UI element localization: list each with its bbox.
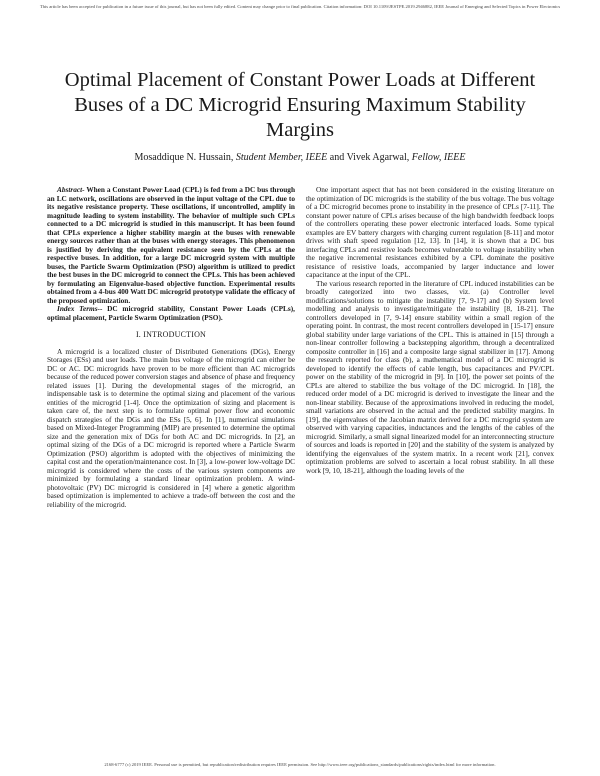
author-joiner: and [329,152,345,163]
abstract [47,186,295,305]
index-terms-text: DC microgrid stability, Constant Power Loads (CPLs), optimal placement, Particle Swarm Optimization (PSO). [47,304,296,322]
author-1-name: Mosaddique N. Hussain, [134,152,234,163]
index-terms-lead: Index Terms-- [57,304,103,313]
author-line [40,152,560,163]
index-terms [47,305,295,322]
copyright-footer: 2168-6777 (c) 2019 IEEE. Personal use is permitted, but republication/redistribution requires IEEE permission. See http://www.ieee.org/publications_standards/publications/rights/index.html for more information. [104,762,496,767]
paper-title: Optimal Placement of Constant Power Loads at Different Buses of a DC Microgrid Ensuring Maximum Stability Margins [64,69,536,141]
abstract-text: When a Constant Power Load (CPL) is fed from a DC bus through an LC network, oscillations are observed in the input voltage of the CPL due to its negative resistance property. These oscillations, if uncontrolled, amplify in magnitude leading to system instability. The behavior of multiple such CPLs connected to a DC microgrid is studied in this manuscript. It has been found that CPLs experience a higher stability margin at the buses with renewable energy sources rather than at the buses with energy storages. This phenomenon is justified by deriving the equivalent resistance seen by the CPLs at the respective buses. In addition, for a large DC microgrid system with multiple buses, the Particle Swarm Optimization (PSO) algorithm is utilized to predict the best buses in the DC microgrid to connect the CPLs. This has been achieved by formulating an Eigenvalue-based objective function. Experimental results obtained from a 4-bus 400 Watt DC microgrid prototype validate the efficacy of the proposed optimization. [47,185,295,305]
author-2-role: Fellow, IEEE [411,152,466,163]
abstract-lead: Abstract- [57,185,85,194]
intro-paragraph-2: One important aspect that has not been considered in the existing literature on the optimization of DC microgrids is the stability of the bus voltage. The bus voltage of a DC microgrid becomes prone to instability in the presence of CPLs [7-11]. The constant power nature of CPLs arises because of the high bandwidth feedback loops of the controllers operating these power electronic interfaced loads. Some typical examples are EV battery chargers with charging current regulation [8-11] and motor drives with shaft speed regulation [12, 13]. In [14], it is shown that a DC bus interfacing CPLs and resistive loads becomes vulnerable to voltage instability when the negative incremental resistances exhibited by a CPL dominate the positive resistance of resistive loads, accompanied by larger inductance and lower capacitance at the input of the CPL. [306,185,554,279]
author-2-name: Vivek Agarwal, [346,152,410,163]
intro-paragraph-1: A microgrid is a localized cluster of Distributed Generations (DGs), Energy Storages (ESs) and user loads. The main bus voltage of the microgrid can either be DC or AC. DC microgrids have proven to be more efficient than AC microgrids because of the reduced power conversion stages and absence of phase and frequency related issues [1]. During the developmental stages of the microgrid, an indispensable task is to determine the optimal sizing and placement of the various entities of the microgrid [1-4]. Once the optimization of sizing and placement is taken care of, the next step is to formulate optimal power flow and economic dispatch strategies of the DGs and the ESs [5, 6]. In [1], numerical simulations based on Mixed-Integer Programming (MIP) are presented to determine the optimal size and the generation mix of DGs for both AC and DC microgrids. In [2], an optimal sizing of the DGs of a DC microgrid is reported where a Particle Swarm Optimization (PSO) algorithm is adopted with the objectives of minimizing the capital cost and the operation/maintenance cost. In [3], a low-power low-voltage DC microgrid is considered where the costs of the various system components are minimized by formulating a standard linear optimization problem. A wind-photovoltaic (PV) DC microgrid is considered in [4] where a genetic algorithm based optimization is implemented to achieve a trade-off between the cost and the reliability of the microgrid. [47,346,295,509]
author-1-role: Student Member, IEEE [235,152,328,163]
left-column [47,186,295,509]
acceptance-notice: This article has been accepted for publication in a future issue of this journal, but has not been fully edited. Content may change prior to final publication. Citation information: DOI 10.1109/JESTPE.2019.2946882, IEEE Journal of Emerging and Selected Topics in Power Electronics [39,4,561,9]
right-column [306,186,554,475]
intro-paragraph-3: The various research reported in the literature of CPL induced instabilities can be broadly categorized into two classes, viz. (a) Controller level modifications/solutions to mitigate the instability [7, 9-17] and (b) System level modelling and analysis to investigate/mitigate the instability [8, 18-21]. The controllers developed in [7, 9-14] ensure stability within a small region of the operating point. In contrast, the most recent controllers developed in [15-17] ensure global stability under large variations of the CPL. This is attained in [15] through a non-linear controller following a backstepping algorithm, through a decentralized composite controller in [16] and a composite large signal stabilizer in [17]. Among the research reported for class (b), a mathematical model of a DC microgrid is developed to identify the effects of cable length, bus capacitances and PV/CPL power on the stability of the microgrid in [9]. In [10], the power set points of the CPLs are altered to stabilize the bus voltage of the DC microgrid. In [18], the reduced order model of a DC microgrid is derived to investigate the linear and the non-linear stability. Because of the approximations involved in reducing the model, small variations are observed in the actual and the predicted stability margins. In [19], the eigenvalues of the Jacobian matrix derived for a DC microgrid system are observed with varying capacities, inductances and the lengths of the cables of the microgrid. Similarly, a small signal linearized model for an interconnecting structure of sources and loads is reported in [20] and the stability of the system is analyzed by identifying the eigenvalues of the system matrix. In a recent work [21], convex optimization problems are solved to ascertain a local robust stability. In all these work [9, 10, 18-21], although the loading levels of the [306,278,554,475]
section-heading-introduction: I. INTRODUCTION [135,330,207,339]
